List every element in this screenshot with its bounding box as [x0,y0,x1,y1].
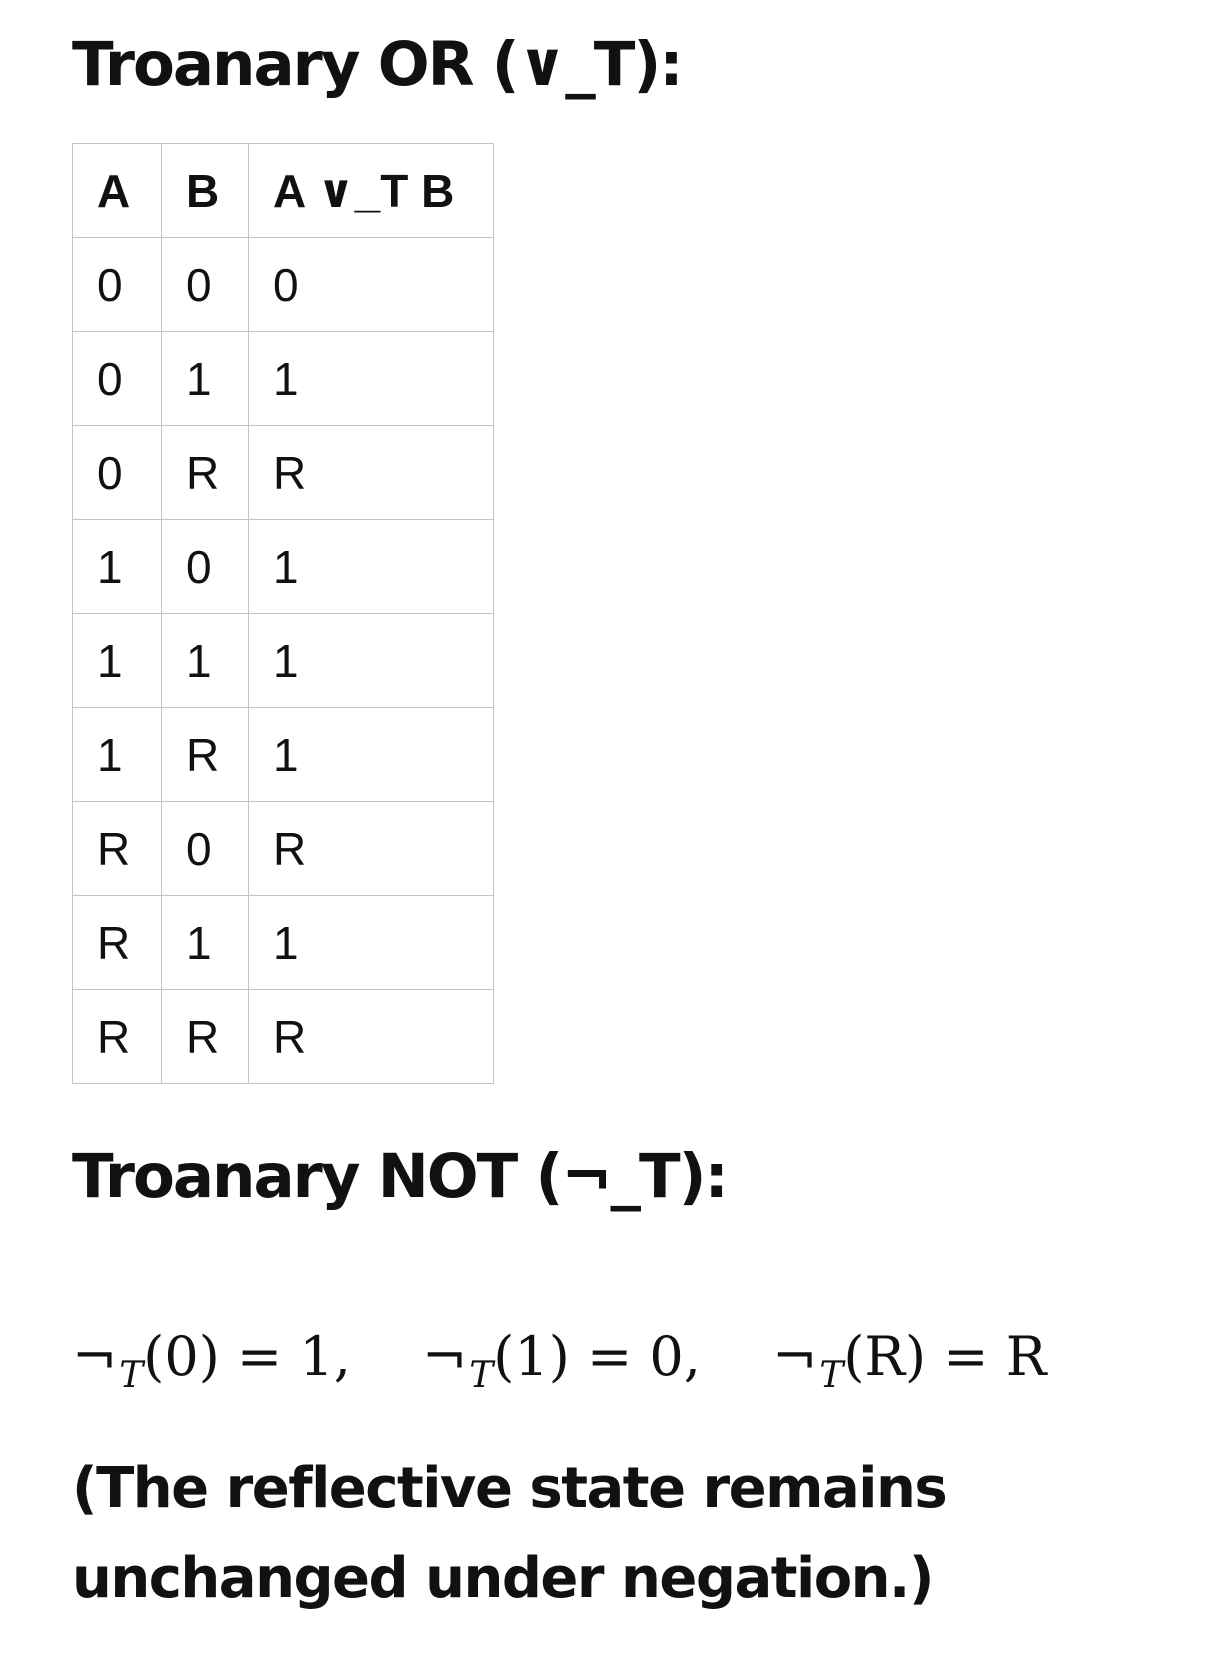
table-row [73,332,494,426]
not-section-heading: Troanary NOT (¬_T): [72,1141,727,1212]
table-header-row [73,144,494,238]
formula-argument: (0) = 1, [143,1325,351,1388]
cell-b: 1 [162,332,249,426]
cell-a: 1 [73,708,162,802]
formula-expression [72,1325,351,1396]
formula-subscript: T [469,1355,494,1396]
cell-result: 1 [249,614,494,708]
cell-result: 1 [249,896,494,990]
column-header-b: B [162,144,249,238]
table-row [73,614,494,708]
negation-note: (The reflective state remains unchanged under negation.) [72,1456,947,1611]
cell-a: R [73,990,162,1084]
formula-subscript: T [819,1355,844,1396]
cell-b: 0 [162,520,249,614]
cell-a: 1 [73,614,162,708]
cell-result: 1 [249,520,494,614]
cell-result: 1 [249,332,494,426]
table-row [73,802,494,896]
cell-a: R [73,802,162,896]
cell-a: 1 [73,520,162,614]
formula-subscript: T [119,1355,144,1396]
table-row [73,426,494,520]
cell-a: 0 [73,238,162,332]
cell-b: 1 [162,896,249,990]
column-header-result: A ∨_T B [249,144,494,238]
or-truth-table [72,143,494,1084]
cell-b: 0 [162,802,249,896]
cell-b: R [162,426,249,520]
or-section-heading: Troanary OR (∨_T): [72,29,682,100]
formula-expression [422,1325,701,1396]
table-row [73,520,494,614]
cell-b: 1 [162,614,249,708]
table-row [73,238,494,332]
cell-result: R [249,802,494,896]
cell-b: 0 [162,238,249,332]
cell-b: R [162,708,249,802]
negation-symbol: ¬ [422,1325,468,1388]
cell-b: R [162,990,249,1084]
table-row [73,896,494,990]
formula-argument: (R) = R [843,1325,1047,1388]
table-row [73,990,494,1084]
cell-result: R [249,990,494,1084]
cell-result: 1 [249,708,494,802]
formula-argument: (1) = 0, [493,1325,701,1388]
negation-symbol: ¬ [72,1325,118,1388]
cell-a: 0 [73,332,162,426]
column-header-a: A [73,144,162,238]
cell-a: 0 [73,426,162,520]
cell-result: 0 [249,238,494,332]
negation-symbol: ¬ [772,1325,818,1388]
cell-result: R [249,426,494,520]
table-row [73,708,494,802]
formula-expression [772,1325,1047,1396]
negation-formula [72,1325,1047,1396]
cell-a: R [73,896,162,990]
